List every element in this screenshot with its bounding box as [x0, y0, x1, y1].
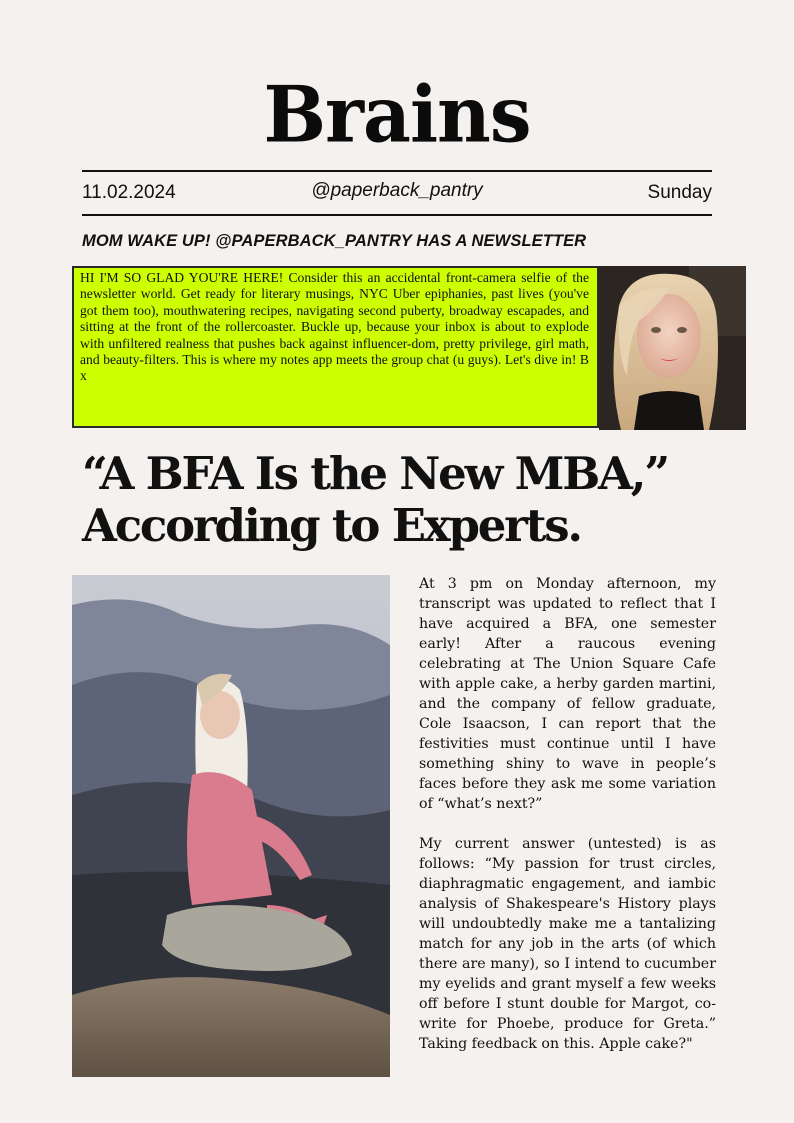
headline-line-1: “A BFA Is the New MBA,” — [82, 447, 668, 500]
meditation-photo — [72, 575, 390, 1077]
article-paragraph-2: My current answer (untested) is as follows: “My passion for trust circles, diaphragmatic engagement, and iambic analysis of Shakespeare's History plays will undoubtedly make me a tantalizing match for any job in the arts (of which there are many), so I intend to cucumber my eyelids and grant myself a few weeks off before I stunt double for Margot, co-write for Phoebe, produce for Greta.” Taking feedback on this. Apple cake?" — [419, 836, 716, 1052]
article-body — [419, 574, 716, 1074]
newsletter-masthead: Brains — [263, 69, 531, 161]
issue-date: 11.02.2024 — [82, 182, 176, 203]
article-paragraph-1: At 3 pm on Monday afternoon, my transcript was updated to reflect that I have acquired a BFA, one semester early! After a raucous evening celebrating at The Union Square Cafe with apple cake, a herby garden martini, and the company of fellow graduate, Cole Isaacson, I can report that the festivities must continue until I have something shiny to wave in people’s faces before they ask me some variation of “what’s next?” — [419, 576, 716, 812]
header-rule-bottom — [82, 214, 712, 216]
intro-text-box: HI I'M SO GLAD YOU'RE HERE! Consider this an accidental front-camera selfie of the newsletter world. Get ready for literary musings, NYC Uber epiphanies, past lives (you've got them too), mouthwatering recipes, navigating second puberty, broadway escapades, and sitting at the front of the rollercoaster. Buckle up, because your inbox is about to explode with unfiltered realness that pushes back against influencer-dom, pretty privilege, girl math, and beauty-filters. This is where my notes app meets the group chat (u guys). Let's dive in! B x — [72, 266, 599, 428]
issue-day: Sunday — [647, 182, 712, 203]
headline-line-2: According to Experts. — [82, 499, 581, 552]
intro-selfie-photo — [599, 266, 746, 430]
dateline — [82, 172, 712, 214]
author-handle: @paperback_pantry — [311, 180, 483, 201]
article-headline — [82, 448, 722, 552]
selfie-illustration — [599, 266, 746, 430]
meditation-illustration — [72, 575, 390, 1077]
kicker-heading: MOM WAKE UP! @PAPERBACK_PANTRY HAS A NEWSLETTER — [82, 232, 587, 250]
